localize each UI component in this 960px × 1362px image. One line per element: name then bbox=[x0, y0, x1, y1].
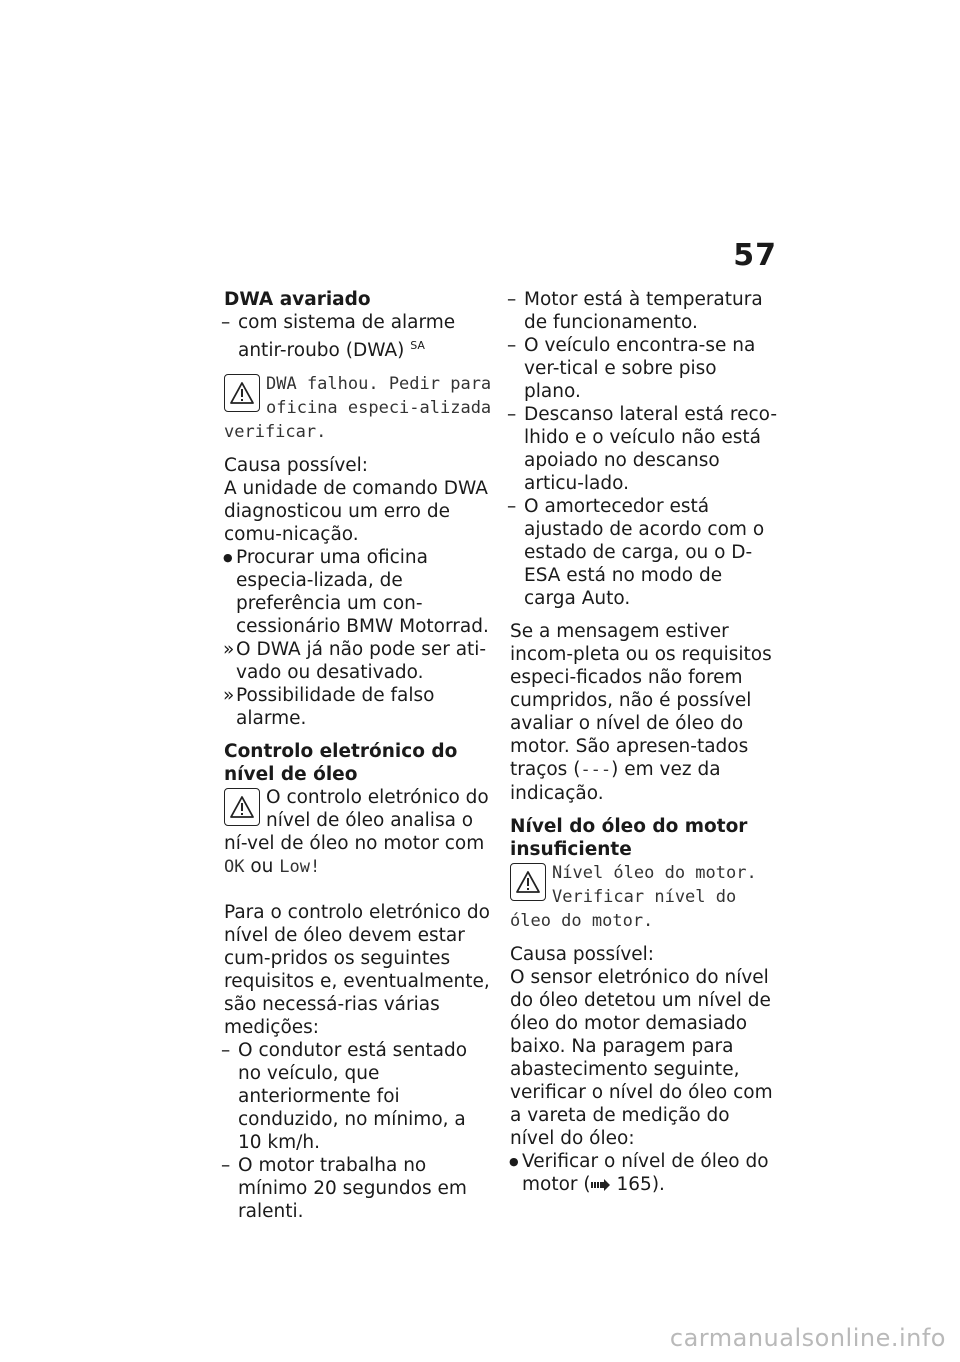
page-reference[interactable]: 165). bbox=[610, 1174, 665, 1195]
warning-triangle-icon bbox=[510, 863, 546, 901]
cause-text-oil: O sensor eletrónico do nível do óleo detetou um nível de óleo do motor demasiado baixo. Na paragem para abastecimento seguinte, verificar o nível do óleo com a vareta de medição do nível do óleo: bbox=[510, 967, 773, 1149]
oil-requirements-paragraph: Para o controlo eletrónico do nível de óleo devem estar cum-pridos os seguintes requisitos e, eventualmente, são necessá-rias várias medições: bbox=[224, 902, 490, 1039]
sa-superscript: SA bbox=[410, 339, 425, 352]
heading-dwa-fault: DWA avariado bbox=[224, 289, 371, 310]
right-column bbox=[510, 288, 778, 1196]
heading-oil-control: Controlo eletrónico do nível de óleo bbox=[224, 741, 458, 786]
requirement-driver-seated: – O condutor está sentado no veículo, que anteriormente foi conduzido, no mínimo, a 10 km/h. bbox=[224, 1039, 492, 1154]
cause-label-oil: Causa possível: bbox=[510, 944, 655, 965]
result-dwa-2: » Possibilidade de falso alarme. bbox=[224, 684, 492, 730]
requirement-idle: – O motor trabalha no mínimo 20 segundos em ralenti. bbox=[224, 1154, 492, 1223]
watermark: carmanualsonline.info bbox=[669, 1324, 946, 1352]
warning-block-dwa bbox=[224, 372, 492, 444]
action-dwa: ● Procurar uma oficina especia-lizada, de preferência um con-cessionário BMW Motorrad. bbox=[224, 546, 492, 638]
warning-block-oil-control: O controlo eletrónico do nível de óleo analisa o ní-vel de óleo no motor com OK ou Low! bbox=[224, 787, 489, 878]
requirement-vertical: – O veículo encontra-se na ver-tical e sobre piso plano. bbox=[510, 334, 778, 403]
condition-dwa: – com sistema de alarme antir-roubo (DWA) $^{SA}$ bbox=[224, 311, 492, 362]
cause-text-dwa: A unidade de comando DWA diagnosticou um erro de comu-nicação. bbox=[224, 478, 488, 546]
warning-message-oil-low: Nível óleo do motor. Verificar nível do óleo do motor. bbox=[510, 863, 757, 931]
warning-triangle-icon bbox=[224, 374, 260, 412]
result-dwa-1: » O DWA já não pode ser ati-vado ou desativado. bbox=[224, 638, 492, 684]
dashes-value: --- bbox=[580, 760, 612, 780]
low-value: Low! bbox=[279, 857, 321, 878]
page-reference-arrow-icon[interactable] bbox=[591, 1179, 611, 1191]
warning-block-oil-low bbox=[510, 861, 778, 933]
heading-oil-low: Nível do óleo do motor insuficiente bbox=[510, 816, 748, 860]
incomplete-message-paragraph: Se a mensagem estiver incom-pleta ou os requisitos especi-ficados não forem cumpridos, não é possível avaliar o nível de óleo do motor. São apresen-tados traços (---) em vez da indicação. bbox=[510, 621, 772, 804]
left-column bbox=[224, 288, 492, 1223]
warning-message-dwa: DWA falhou. Pedir para oficina especi-alizada verificar. bbox=[224, 374, 492, 443]
requirement-damper: – O amortecedor está ajustado de acordo com o estado de carga, ou o D-ESA está no modo de carga Auto. bbox=[510, 495, 778, 610]
requirement-temperature: – Motor está à temperatura de funcionamento. bbox=[510, 288, 778, 334]
ok-value: OK bbox=[224, 857, 245, 878]
action-check-oil: ● Verificar o nível de óleo do motor ( 165). bbox=[510, 1150, 778, 1196]
cause-label-dwa: Causa possível: bbox=[224, 455, 369, 477]
oil-control-text: O controlo eletrónico do nível de óleo analisa o ní-vel de óleo no motor com bbox=[224, 787, 489, 855]
requirement-sidestand: – Descanso lateral está reco-lhido e o veículo não está apoiado no descanso articu-lado. bbox=[510, 403, 778, 495]
page-number: 57 bbox=[733, 238, 777, 273]
warning-triangle-icon bbox=[224, 788, 260, 826]
